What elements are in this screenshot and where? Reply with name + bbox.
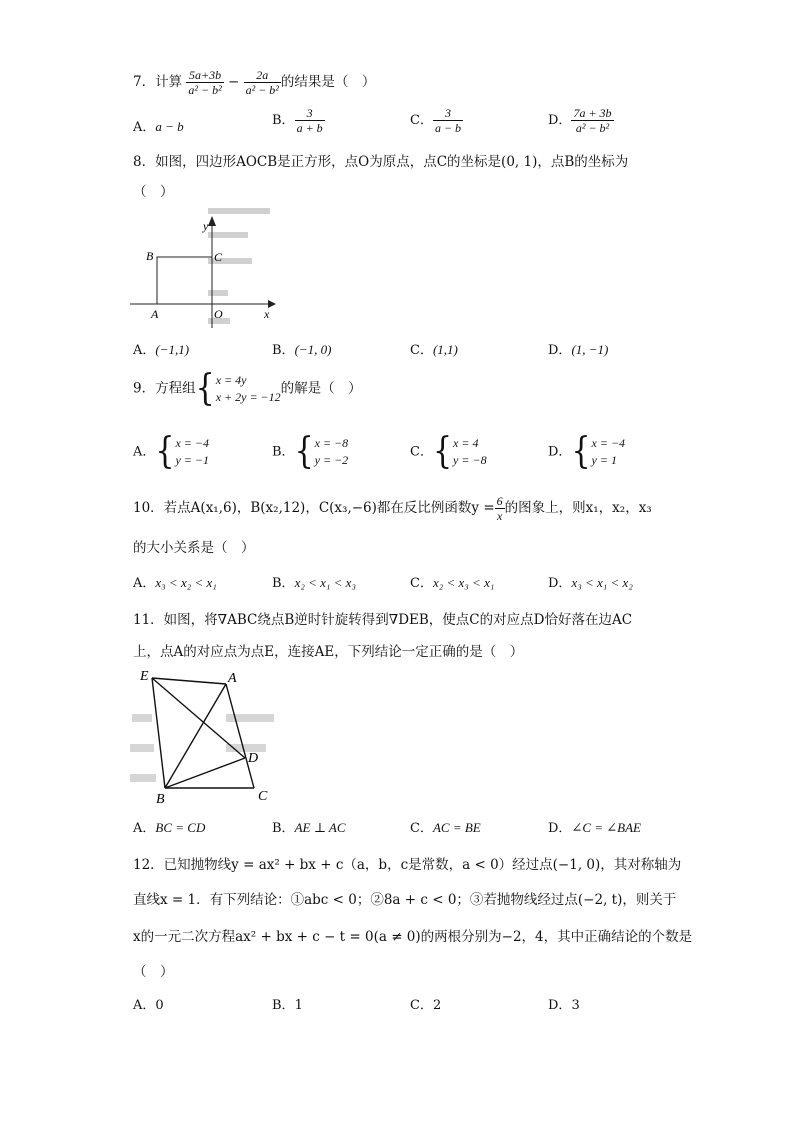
q11-lines: [152, 678, 254, 788]
q9-option-c[interactable]: C．{ x = 4 y = −8: [410, 430, 487, 473]
q8-option-a[interactable]: A．(−1,1): [133, 342, 190, 358]
q12-option-d[interactable]: D．3: [548, 998, 580, 1013]
q9-suffix: 的解是（ ）: [280, 380, 362, 397]
q11-label-d: D: [248, 751, 259, 766]
q11-option-b[interactable]: B．AE ⊥ AC: [272, 820, 346, 836]
q7-option-b[interactable]: B． $\frac{3}{a + b}$: [272, 106, 323, 135]
q8-label-a: A: [151, 307, 159, 321]
q8-label-x: x: [264, 307, 270, 321]
q9-option-b[interactable]: B．{ x = −8 y = −2: [272, 430, 349, 473]
q12-stem-line1: 12．已知抛物线y = ax² + bx + c（a，b，c是常数，a < 0）经过点(−1, 0)，其对称轴为: [133, 857, 682, 873]
q11-stem-line2: 上，点A的对应点为点E，连接AE，下列结论一定正确的是（ ）: [133, 644, 524, 660]
q11-label-c: C: [258, 789, 268, 804]
q8-figure: [130, 200, 280, 330]
q9-system: x = 4y x + 2y = −12: [215, 373, 281, 404]
q10-line1-a: 10．若点A(x₁,6)，B(x₂,12)，C(x₃,−6)都在反比例函数y =: [133, 500, 495, 516]
q7-suffix: 的结果是（ ）: [280, 74, 376, 90]
q8-option-c[interactable]: C．(1,1): [410, 342, 458, 358]
q11-option-a[interactable]: A．BC = CD: [133, 820, 206, 836]
q11-label-e: E: [140, 669, 149, 684]
q7-option-a[interactable]: A．a − b: [133, 119, 184, 135]
q8-stem-line2: （ ）: [133, 184, 174, 200]
q7-minus: −: [227, 74, 240, 90]
q12-stem-line4: （ ）: [133, 964, 174, 980]
q8-option-d[interactable]: D．(1, −1): [548, 342, 609, 358]
q12-option-c[interactable]: C．2: [410, 998, 442, 1013]
q8-label-o: O: [214, 307, 223, 321]
q7-fraction-1: $\frac{5a+3b}{\text{a² − b²}}$: [188, 68, 222, 97]
q11-figure: [130, 662, 280, 807]
q11-option-c[interactable]: C．AC = BE: [410, 820, 481, 836]
q10-stem-line1: [133, 494, 652, 523]
q9-prefix: 9．方程组: [133, 380, 196, 397]
q12-option-a[interactable]: A．0: [133, 998, 164, 1013]
q8-stem-line1: 8．如图，四边形AOCB是正方形，点O为原点，点C的坐标是(0, 1)，点B的坐标为: [133, 154, 629, 170]
q8-label-b: B: [146, 249, 154, 263]
q11-label-b: B: [156, 792, 165, 807]
q8-y-arrow: [208, 216, 216, 226]
q8-label-c: C: [214, 250, 223, 264]
q10-option-c[interactable]: C．x₂ < x₃ < x₁: [410, 575, 495, 591]
q10-option-d[interactable]: D．x₃ < x₁ < x₂: [548, 575, 633, 591]
q11-label-a: A: [228, 671, 237, 686]
q8-option-b[interactable]: B．(−1, 0): [272, 342, 332, 358]
q10-option-b[interactable]: B．x₂ < x₁ < x₃: [272, 575, 356, 591]
q9-brace: {: [195, 367, 215, 410]
q8-square: [157, 257, 212, 304]
q10-stem-line2: 的大小关系是（ ）: [133, 540, 255, 556]
q10-line1-b: 的图象上，则x₁，x₂，x₃: [504, 500, 652, 516]
q7-prefix: 计算: [155, 74, 183, 90]
q11-option-d[interactable]: D．∠C = ∠BAE: [548, 820, 641, 836]
q9-option-a[interactable]: A．{ x = −4 y = −1: [133, 430, 210, 473]
q12-stem-line2: 直线x = 1．有下列结论：①abc < 0；②8a + c < 0；③若抛物线经过点(−2, t)，则关于: [133, 892, 677, 908]
q9-stem: [133, 367, 362, 410]
q10-fraction: $\frac{6}{x}$: [496, 494, 503, 523]
q8-label-y: y: [203, 219, 209, 233]
q11-stem-line1: 11．如图，将∇ABC绕点B逆时针旋转得到∇DEB，使点C的对应点D恰好落在边AC: [133, 612, 633, 628]
q7-number: 7．: [133, 74, 156, 90]
q7-option-c[interactable]: C． $\frac{3}{a - b}$: [410, 106, 462, 135]
q7-option-d[interactable]: D． $\frac{7a + 3b}{\text{a² − b²}}$: [548, 106, 612, 135]
q12-stem-line3: x的一元二次方程ax² + bx + c − t = 0(a ≠ 0)的两根分别为−2，4，其中正确结论的个数是: [133, 929, 693, 945]
q12-option-b[interactable]: B．1: [272, 998, 303, 1013]
q7-fraction-2: $\frac{2a}{\text{a² − b²}}$: [245, 68, 279, 97]
q9-option-d[interactable]: D．{ x = −4 y = 1: [548, 430, 626, 473]
q10-option-a[interactable]: A．x₃ < x₂ < x₁: [133, 575, 217, 591]
q7-stem: [133, 68, 375, 97]
